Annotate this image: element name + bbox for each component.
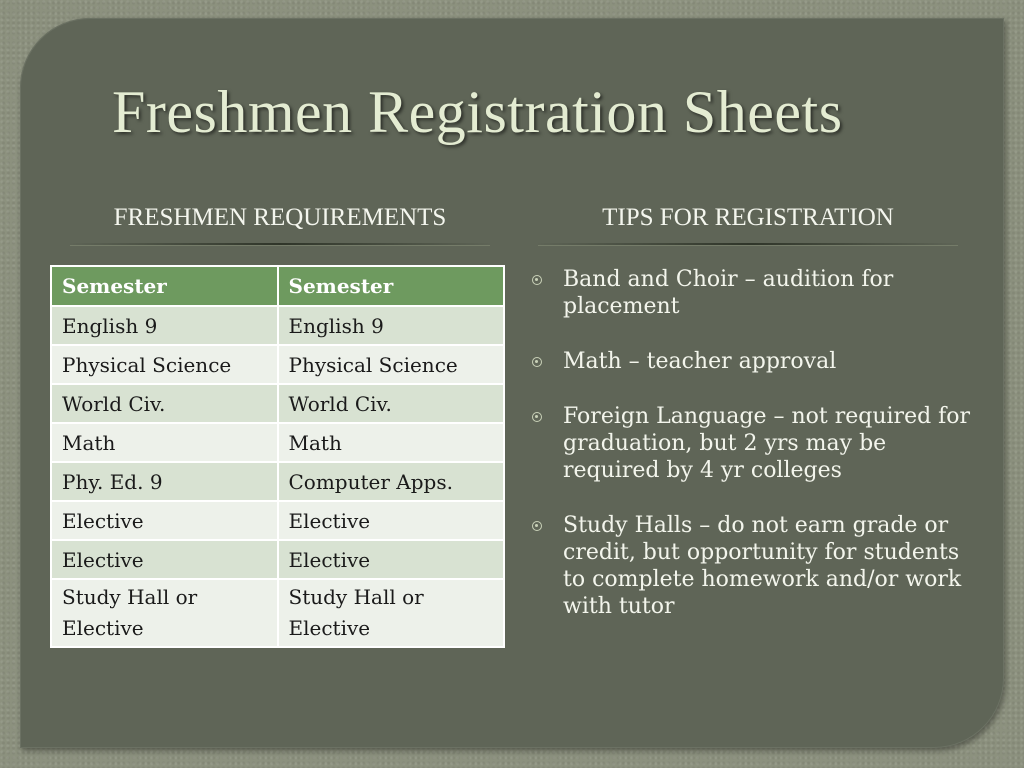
table-cell: Physical Science (51, 345, 278, 384)
tips-heading-rule (538, 243, 958, 245)
table-cell: Phy. Ed. 9 (51, 462, 278, 501)
table-row (51, 384, 504, 423)
tips-list (532, 266, 972, 648)
table-cell: Elective (278, 540, 505, 579)
table-cell: Math (278, 423, 505, 462)
table-cell: Elective (278, 501, 505, 540)
requirements-heading: FRESHMEN REQUIREMENTS (113, 204, 447, 231)
table-cell: Elective (51, 501, 278, 540)
circled-dot-icon (532, 412, 542, 422)
tips-list-item (532, 266, 972, 320)
table-row (51, 579, 504, 647)
table-row (51, 501, 504, 540)
table-cell: Math (51, 423, 278, 462)
table-cell: Elective (51, 540, 278, 579)
table-row (51, 540, 504, 579)
requirements-table (50, 265, 505, 648)
table-row (51, 462, 504, 501)
tip-text: Study Halls – do not earn grade or credit, but opportunity for students to complete homework and/or work with tutor (563, 513, 962, 619)
table-header-cell: Semester (51, 266, 278, 306)
requirements-heading-rule (70, 243, 490, 245)
table-cell: Physical Science (278, 345, 505, 384)
tips-list-item (532, 403, 972, 484)
tips-heading: TIPS FOR REGISTRATION (602, 204, 894, 231)
table-header-cell: Semester (278, 266, 505, 306)
tip-text: Math – teacher approval (563, 349, 837, 374)
table-cell: Computer Apps. (278, 462, 505, 501)
slide-title: Freshmen Registration Sheets (112, 79, 843, 145)
table-cell: Study Hall or Elective (51, 579, 278, 647)
tip-text: Foreign Language – not required for graduation, but 2 yrs may be required by 4 yr colleges (563, 404, 971, 483)
circled-dot-icon (532, 357, 542, 367)
circled-dot-icon (532, 275, 542, 285)
tips-list-item (532, 348, 972, 375)
table-row (51, 306, 504, 345)
table-cell: English 9 (278, 306, 505, 345)
tip-text: Band and Choir – audition for placement (563, 267, 894, 319)
table-row (51, 423, 504, 462)
tips-list-item (532, 512, 972, 620)
table-cell: English 9 (51, 306, 278, 345)
table-header-row (51, 266, 504, 306)
table-cell: World Civ. (278, 384, 505, 423)
table-cell: World Civ. (51, 384, 278, 423)
table-row (51, 345, 504, 384)
table-cell: Study Hall or Elective (278, 579, 505, 647)
circled-dot-icon (532, 521, 542, 531)
